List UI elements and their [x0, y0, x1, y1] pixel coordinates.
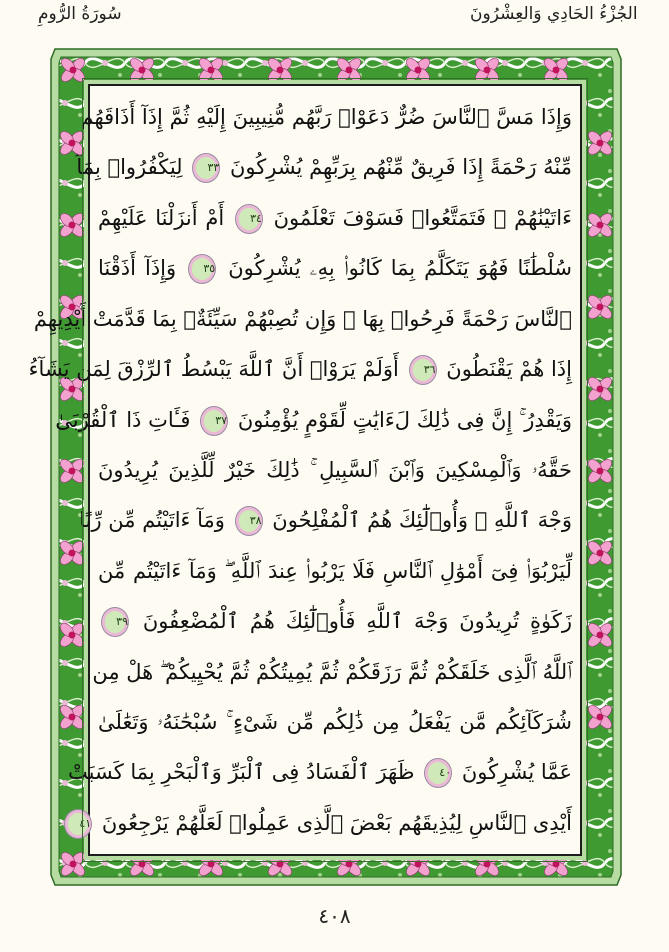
- header-surah: سُورَةُ الرُّومِ: [38, 4, 122, 24]
- verse-text: مِّنْهُ رَحْمَةً إِذَا فَرِيقٌ مِّنْهُم بِرَبِّهِمْ يُشْرِكُونَ: [229, 155, 572, 180]
- verse-line: [80, 92, 572, 142]
- verse-text: وَمَآ ءَاتَيْتُم مِّن رِّبًا: [79, 508, 225, 533]
- verse-text: حَقَّهُۥ وَٱلْمِسْكِينَ وَٱبْنَ ٱلسَّبِيلِ ۚ ذَٰلِكَ خَيْرٌ لِّلَّذِينَ يُرِيدُونَ: [98, 457, 572, 482]
- verse-line: [98, 697, 572, 747]
- ayah-number-marker: ٣٦: [409, 355, 437, 385]
- header-juz: الجُزْءُ الحَادِي وَالعِشْرُونَ: [470, 4, 638, 24]
- verse-text: عَمَّا يُشْرِكُونَ: [461, 760, 572, 785]
- verse-text: ٱللَّهُ ٱلَّذِى خَلَقَكُمْ ثُمَّ رَزَقَكُمْ ثُمَّ يُمِيتُكُمْ ثُمَّ يُحْيِيكُمْ ۖ هَلْ مِن: [92, 659, 572, 684]
- verse-text: لِيَكْفُرُوا۟ بِمَآ: [76, 155, 183, 180]
- verse-line: [98, 445, 572, 495]
- ayah-number-marker: ٣٤: [235, 204, 263, 234]
- verse-line: [98, 546, 572, 596]
- verse-line: [28, 344, 572, 394]
- verse-text: إِذَا هُمْ يَقْنَطُونَ: [446, 357, 572, 382]
- verse-line: [55, 395, 572, 445]
- verse-text: زَكَوٰةٍ تُرِيدُونَ وَجْهَ ٱللَّهِ فَأُو۟لَٰٓئِكَ هُمُ ٱلْمُضْعِفُونَ: [142, 609, 572, 634]
- verse-line: [79, 495, 572, 545]
- verse-text: أَمْ أَنزَلْنَا عَلَيْهِمْ: [98, 205, 225, 230]
- verse-text: وَإِذَا مَسَّ ٱلنَّاسَ ضُرٌّ دَعَوْا۟ رَبَّهُم مُّنِيبِينَ إِلَيْهِ ثُمَّ إِذَآ أَذَاقَهُم: [80, 105, 572, 129]
- ayah-number-marker: ٣٩: [101, 607, 129, 637]
- ayah-number-marker: ٣٣: [192, 153, 220, 183]
- verse-line: [98, 243, 572, 293]
- verse-line: [98, 596, 572, 646]
- verse-text: ءَاتَيْنَٰهُمْ ۚ فَتَمَتَّعُوا۟ فَسَوْفَ تَعْلَمُونَ: [273, 205, 572, 230]
- verse-text: وَيَقْدِرُ ۚ إِنَّ فِى ذَٰلِكَ لَءَايَٰتٍ لِّقَوْمٍ يُؤْمِنُونَ: [237, 407, 572, 432]
- ayah-number-marker: ٣٧: [200, 406, 228, 436]
- verse-text: ظَهَرَ ٱلْفَسَادُ فِى ٱلْبَرِّ وَٱلْبَحْرِ بِمَا كَسَبَتْ: [68, 760, 415, 785]
- verse-line: [92, 647, 572, 697]
- verse-text: ٱلنَّاسَ رَحْمَةً فَرِحُوا۟ بِهَا ۖ وَإِن تُصِبْهُمْ سَيِّئَةٌۢ بِمَا قَدَّمَتْ أَيْدِيهِمْ: [33, 306, 572, 331]
- text-panel: [28, 84, 582, 856]
- verse-text: وَجْهَ ٱللَّهِ ۖ وَأُو۟لَٰٓئِكَ هُمُ ٱلْمُفْلِحُونَ: [272, 508, 572, 533]
- verse-text: شُرَكَآئِكُم مَّن يَفْعَلُ مِن ذَٰلِكُم مِّن شَىْءٍ ۚ سُبْحَٰنَهُۥ وَتَعَٰلَىٰ: [98, 710, 572, 735]
- ayah-number-marker: ٣٨: [235, 506, 263, 536]
- verse-text: أَيْدِى ٱلنَّاسِ لِيُذِيقَهُم بَعْضَ ٱلَّذِى عَمِلُوا۟ لَعَلَّهُمْ يَرْجِعُونَ: [101, 810, 572, 835]
- verse-line: [68, 747, 572, 797]
- verse-text: وَإِذَآ أَذَقْنَا: [98, 256, 177, 281]
- ayah-number-marker: ٣٥: [188, 254, 216, 284]
- verse-text: فَـَٔاتِ ذَا ٱلْقُرْبَىٰ: [55, 407, 191, 432]
- verse-text: سُلْطَٰنًا فَهُوَ يَتَكَلَّمُ بِمَا كَانُوا۟ بِهِۦ يُشْرِكُونَ: [228, 256, 572, 281]
- verse-line: [33, 294, 572, 344]
- page-number: ٤٠٨: [318, 904, 351, 928]
- verse-text: لِّيَرْبُوَا۟ فِىٓ أَمْوَٰلِ ٱلنَّاسِ فَلَا يَرْبُوا۟ عِندَ ٱللَّهِ ۖ وَمَآ ءَاتَيْتُم مِّن: [98, 558, 572, 583]
- ayah-number-marker: ٤١: [64, 809, 92, 839]
- verse-line: [76, 142, 572, 192]
- verse-text: أَوَلَمْ يَرَوْا۟ أَنَّ ٱللَّهَ يَبْسُطُ ٱلرِّزْقَ لِمَن يَشَآءُ: [28, 357, 399, 382]
- ayah-number-marker: ٤٠: [424, 758, 452, 788]
- verse-line: [98, 193, 572, 243]
- verse-lines: [28, 92, 572, 848]
- verse-line: [79, 798, 572, 848]
